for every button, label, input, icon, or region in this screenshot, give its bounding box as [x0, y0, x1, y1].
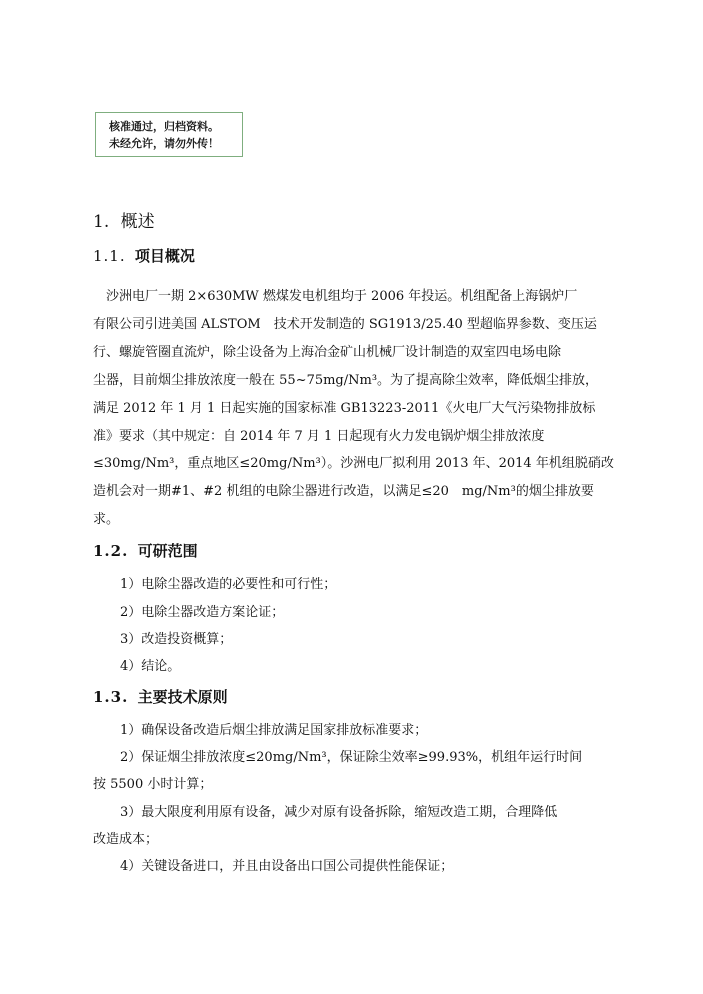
paragraph-line: 沙洲电厂一期 2×630MW 燃煤发电机组均于 2006 年投运。机组配备上海锅炉厂	[93, 289, 578, 304]
stamp-line-2: 未经允许，请勿外传！	[109, 137, 219, 150]
list-item: 4）关键设备进口，并且由设备出口国公司提供性能保证；	[120, 859, 454, 874]
list-item: 1）确保设备改造后烟尘排放满足国家排放标准要求；	[120, 723, 428, 738]
section-1-3-heading	[93, 686, 228, 707]
section-1-3-title: 主要技术原则	[137, 688, 228, 706]
paragraph-line: 求。	[93, 512, 120, 527]
list-item: 2）电除尘器改造方案论证；	[120, 605, 285, 620]
section-1-heading	[93, 207, 155, 232]
list-item: 3）最大限度利用原有设备，减少对原有设备拆除，缩短改造工期，合理降低	[120, 805, 558, 820]
section-1-1-heading	[93, 245, 195, 266]
paragraph-line: 满足 2012 年 1 月 1 日起实施的国家标准 GB13223-2011《火电厂大气污染物排放标	[93, 401, 596, 416]
section-1-3-number: 1.3.	[93, 688, 129, 706]
paragraph-line: 有限公司引进美国 ALSTOM 技术开发制造的 SG1913/25.40 型超临界参数、变压运	[93, 317, 597, 332]
section-1-2-heading	[93, 540, 198, 561]
list-item: 4）结论。	[120, 659, 181, 674]
section-1-title: 概述	[120, 212, 155, 232]
paragraph-line: ≤30mg/Nm³，重点地区≤20mg/Nm³）。沙洲电厂拟利用 2013 年、2014 年机组脱硝改	[93, 456, 614, 471]
paragraph-line: 尘器，目前烟尘排放浓度一般在 55~75mg/Nm³。为了提高除尘效率，降低烟尘排放，	[93, 373, 599, 388]
list-item-continuation: 改造成本；	[93, 832, 159, 847]
section-1-1-number: 1.1.	[93, 247, 126, 265]
section-1-number: 1.	[93, 212, 110, 232]
list-item: 2）保证烟尘排放浓度≤20mg/Nm³，保证除尘效率≥99.93%，机组年运行时间	[120, 750, 583, 765]
list-item: 1）电除尘器改造的必要性和可行性；	[120, 577, 337, 592]
paragraph-line: 准》要求（其中规定：自 2014 年 7 月 1 日起现有火力发电锅炉烟尘排放浓度	[93, 429, 545, 444]
section-1-1-title: 项目概况	[134, 247, 195, 265]
list-item-continuation: 按 5500 小时计算；	[93, 777, 213, 792]
section-1-2-title: 可研范围	[137, 542, 198, 560]
approval-stamp	[95, 112, 243, 157]
paragraph-line: 行、螺旋管圈直流炉，除尘设备为上海冶金矿山机械厂设计制造的双室四电场电除	[93, 345, 562, 360]
stamp-line-1: 核准通过，归档资料。	[109, 120, 219, 133]
section-1-2-number: 1.2.	[93, 542, 129, 560]
list-item: 3）改造投资概算；	[120, 632, 233, 647]
paragraph-line: 造机会对一期#1、#2 机组的电除尘器进行改造，以满足≤20 mg/Nm³的烟尘排放要	[93, 484, 594, 499]
